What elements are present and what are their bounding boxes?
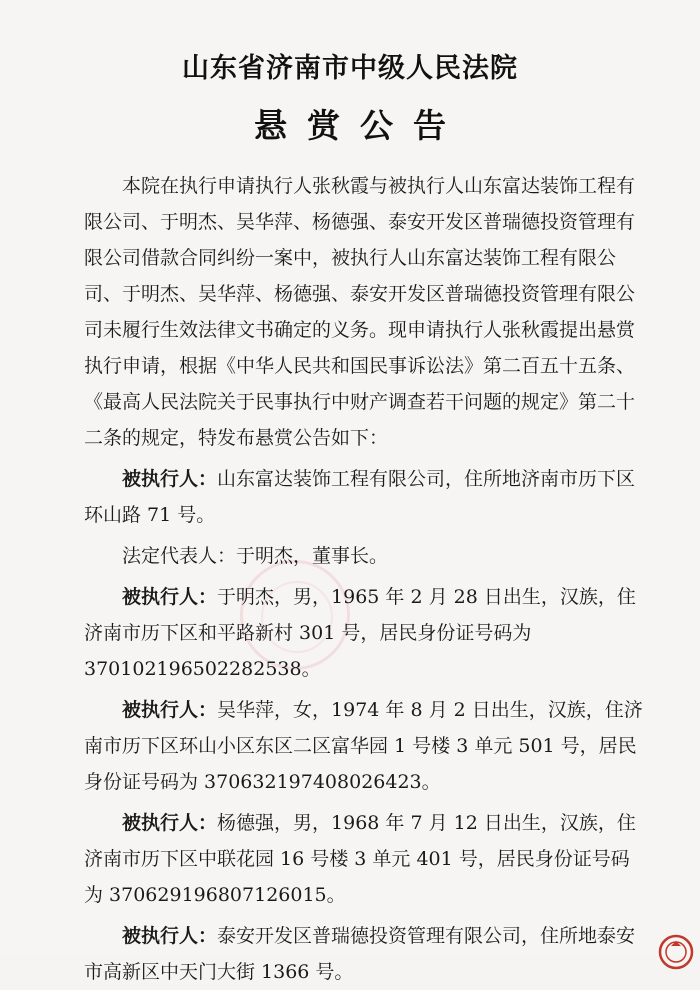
party-label: 被执行人： [122,812,218,834]
party-label: 被执行人： [122,586,218,608]
legal-representative-details: 法定代表人：于明杰，董事长。 [122,545,389,567]
party-label: 被执行人： [122,699,218,721]
party-details: 于明杰，男，1965 年 2 月 28 日出生，汉族，住济南市历下区和平路新村 301 号，居民身份证号码为 370102196502282538。 [84,586,636,680]
notice-body [84,168,644,990]
party-details: 山东富达装饰工程有限公司，住所地济南市历下区环山路 71 号。 [84,468,636,526]
party-label: 被执行人： [122,925,218,947]
intro-paragraph: 本院在执行申请执行人张秋霞与被执行人山东富达装饰工程有限公司、于明杰、吴华萍、杨德强、泰安开发区普瑞德投资管理有限公司借款合同纠纷一案中，被执行人山东富达装饰工程有限公司、于明杰、吴华萍、杨德强、泰安开发区普瑞德投资管理有限公司未履行生效法律文书确定的义务。现申请执行人张秋霞提出悬赏执行申请，根据《中华人民共和国民事诉讼法》第二百五十五条、《最高人民法院关于民事执行中财产调查若干问题的规定》第二十二条的规定，特发布悬赏公告如下： [84,175,636,449]
party-details: 泰安开发区普瑞德投资管理有限公司，住所地泰安市高新区中天门大街 1366 号。 [84,925,636,983]
party-details: 吴华萍，女，1974 年 8 月 2 日出生，汉族，住济南市历下区环山小区东区二区富华园 1 号楼 3 单元 501 号，居民身份证号码为 370632197408026423。 [84,699,643,793]
party-entry [84,918,644,990]
party-entry [84,579,644,687]
party-label: 被执行人： [122,468,218,490]
party-entry [84,805,644,913]
legal-representative-entry [84,538,644,574]
notice-title: 悬赏公告 [254,106,466,145]
party-details: 杨德强，男，1968 年 7 月 12 日出生，汉族，住济南市历下区中联花园 16 号楼 3 单元 401 号，居民身份证号码为 370629196807126015。 [84,812,636,906]
party-entry [84,461,644,533]
corner-seal-icon [658,928,694,952]
party-entry [84,692,644,800]
court-name-heading: 山东省济南市中级人民法院 [182,53,518,84]
